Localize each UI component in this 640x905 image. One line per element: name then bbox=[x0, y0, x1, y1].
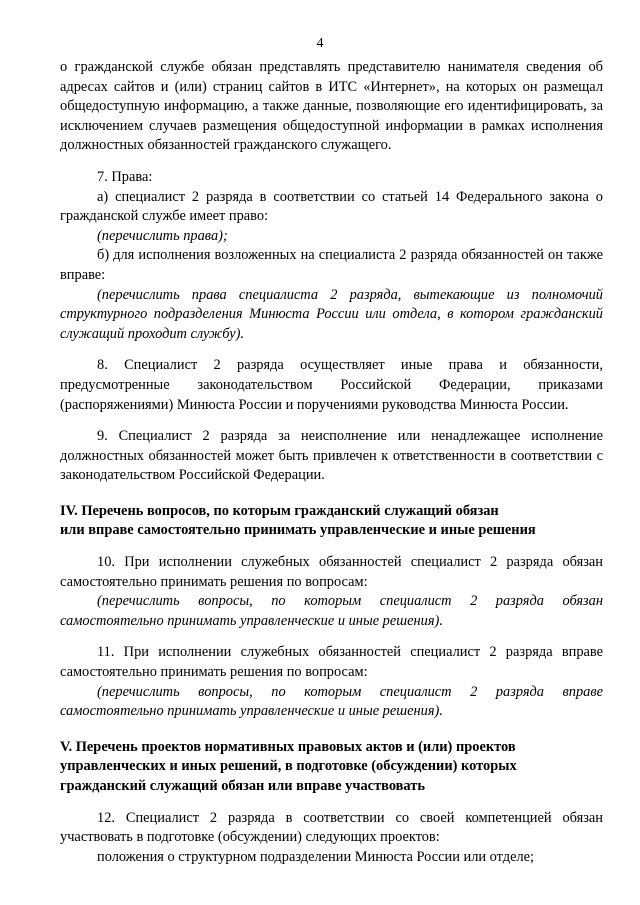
paragraph-10-fill: (перечислить вопросы, по которым специалист 2 разряда обязан самостоятельно принимать управленческие и иные решения). bbox=[60, 593, 603, 629]
page-number: 4 bbox=[316, 36, 324, 51]
paragraph-7a-fill: (перечислить права); bbox=[97, 227, 228, 244]
paragraph-7: 7. Права: bbox=[97, 168, 153, 185]
paragraph-7a: а) специалист 2 разряда в соответствии со статьей 14 Федерального закона о гражданской службе имеет право: bbox=[60, 188, 603, 225]
paragraph-10: 10. При исполнении служебных обязанностей специалист 2 разряда обязан самостоятельно принимать решения по вопросам: bbox=[60, 554, 603, 590]
paragraph-11: 11. При исполнении служебных обязанностей специалист 2 разряда вправе самостоятельно принимать решения по вопросам: bbox=[60, 644, 603, 681]
section-heading-4-line-1: IV. Перечень вопросов, по которым гражданский служащий обязан bbox=[60, 502, 499, 519]
paragraph-12: 12. Специалист 2 разряда в соответствии со своей компетенцией обязан участвовать в подготовке (обсуждении) следующих проектов: bbox=[60, 809, 603, 846]
paragraph-11-fill: (перечислить вопросы, по которым специалист 2 разряда вправе самостоятельно принимать управленческие и иные решения). bbox=[60, 683, 603, 720]
section-heading-4-line-2: или вправе самостоятельно принимать управленческие и иные решения bbox=[60, 522, 536, 539]
paragraph-8: 8. Специалист 2 разряда осуществляет иные права и обязанности, предусмотренные законодательством Российской Федерации, приказами (распоряжениями) Минюста России и поручениями руководства Минюста России. bbox=[60, 357, 603, 413]
paragraph-7b: б) для исполнения возложенных на специалиста 2 разряда обязанностей он также вправе: bbox=[60, 247, 603, 283]
section-heading-5-line-3: гражданский служащий обязан или вправе участвовать bbox=[60, 778, 425, 794]
paragraph-12-item: положения о структурном подразделении Минюста России или отделе; bbox=[97, 848, 535, 865]
section-heading-5-line-1: V. Перечень проектов нормативных правовых актов и (или) проектов bbox=[60, 738, 516, 755]
paragraph-continuation: о гражданской службе обязан представлять представителю нанимателя сведения об адресах сайтов и (или) страниц сайтов в ИТС «Интернет», на которых он размещал общедоступную информацию, а также данные, позволяющие его идентифицировать, за исключением случаев размещения общедоступной информации в рамках исполнения должностных обязанностей гражданского служащего. bbox=[60, 59, 603, 154]
document-body bbox=[60, 58, 603, 867]
section-heading-5-line-2: управленческих и иных решений, в подготовке (обсуждении) которых bbox=[60, 758, 517, 775]
paragraph-7b-fill: (перечислить права специалиста 2 разряда, вытекающие из полномочий структурного подразделения Минюста России или отдела, в котором гражданский служащий проходит службу). bbox=[60, 286, 603, 342]
paragraph-9: 9. Специалист 2 разряда за неисполнение или ненадлежащее исполнение должностных обязанностей может быть привлечен к ответственности в соответствии с законодательством Российской Федерации. bbox=[60, 428, 603, 484]
